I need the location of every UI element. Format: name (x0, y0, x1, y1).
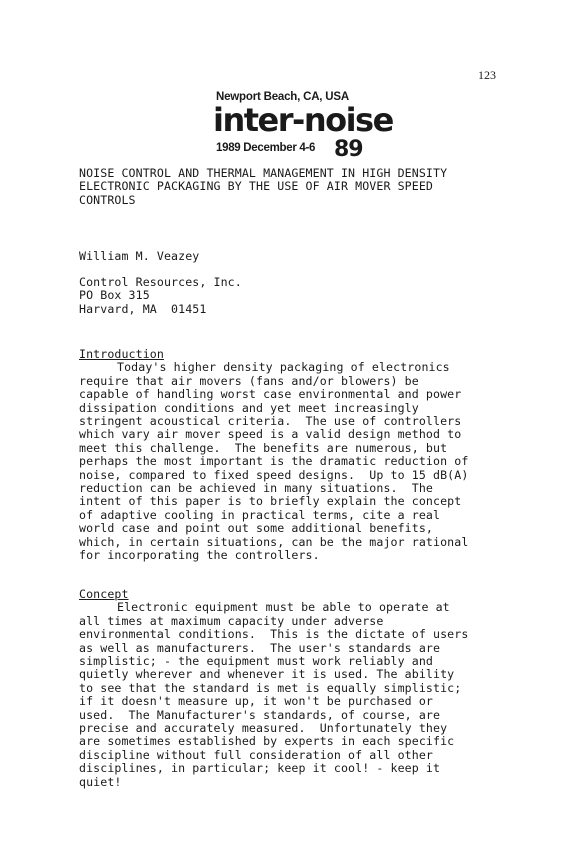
body-line: intent of this paper is to briefly explain the concept (79, 494, 462, 509)
conference-location: Newport Beach, CA, USA (216, 91, 349, 103)
affiliation-line: PO Box 315 (79, 288, 150, 303)
section-concept (79, 588, 519, 789)
section-introduction (79, 348, 519, 563)
paper-title (79, 167, 519, 207)
body-line: for incorporating the controllers. (79, 548, 320, 563)
section-heading: Concept (79, 587, 129, 601)
body-line: capable of handling worst case environmental and power (79, 387, 462, 402)
conference-dates: 1989 December 4-6 (216, 142, 316, 154)
conference-year: 89 (334, 137, 363, 162)
body-line: simplistic; - the equipment must work reliably and (79, 654, 434, 669)
body-line: disciplines, in particular; keep it cool! - keep it (79, 761, 441, 776)
body-line: noise, compared to fixed speed designs. Up to 15 dB(A) (79, 467, 469, 482)
body-line: Today's higher density packaging of electronics (117, 360, 450, 375)
author-name: William M. Veazey (79, 249, 200, 263)
body-line: used. The Manufacturer's standards, of course, are (79, 707, 441, 722)
conference-logo: inter-noise (213, 101, 393, 139)
body-line: stringent acoustical criteria. The use of controllers (79, 414, 462, 429)
body-line: as well as manufacturers. The user's standards are (79, 640, 441, 655)
body-line: reduction can be achieved in many situations. The (79, 481, 434, 496)
affiliation-line: Control Resources, Inc. (79, 275, 242, 289)
section-body (79, 361, 519, 562)
body-line: Electronic equipment must be able to operate at (117, 600, 450, 615)
body-line: dissipation conditions and yet meet increasingly (79, 400, 419, 415)
body-line: which vary air mover speed is a valid design method to (79, 427, 462, 442)
title-line: NOISE CONTROL AND THERMAL MANAGEMENT IN HIGH DENSITY (79, 166, 448, 180)
affiliation-line: Harvard, MA 01451 (79, 301, 207, 316)
body-line: which, in certain situations, can be the major rational (79, 534, 469, 549)
title-line: ELECTRONIC PACKAGING BY THE USE OF AIR MOVER SPEED (79, 179, 434, 194)
body-line: require that air movers (fans and/or blowers) be (79, 373, 419, 388)
body-line: quietly wherever and whenever it is used. The ability (79, 667, 455, 682)
body-line: to see that the standard is met is equally simplistic; (79, 680, 462, 695)
body-line: discipline without full consideration of all other (79, 747, 434, 762)
title-line: CONTROLS (79, 192, 136, 207)
body-line: meet this challenge. The benefits are numerous, but (79, 440, 448, 455)
body-line: all times at maximum capacity under adverse (79, 613, 384, 628)
body-line: perhaps the most important is the dramatic reduction of (79, 454, 469, 469)
body-line: if it doesn't measure up, it won't be purchased or (79, 694, 434, 709)
body-line: precise and accurately measured. Unfortunately they (79, 721, 448, 736)
page-number: 123 (478, 68, 496, 82)
body-line: environmental conditions. This is the dictate of users (79, 627, 469, 642)
section-heading: Introduction (79, 347, 164, 361)
body-line: quiet! (79, 774, 122, 789)
author-affiliation (79, 276, 242, 316)
section-body (79, 601, 519, 789)
body-line: are sometimes established by experts in each specific (79, 734, 455, 749)
body-line: world case and point out some additional benefits, (79, 521, 434, 536)
body-line: of adaptive cooling in practical terms, cite a real (79, 507, 441, 522)
